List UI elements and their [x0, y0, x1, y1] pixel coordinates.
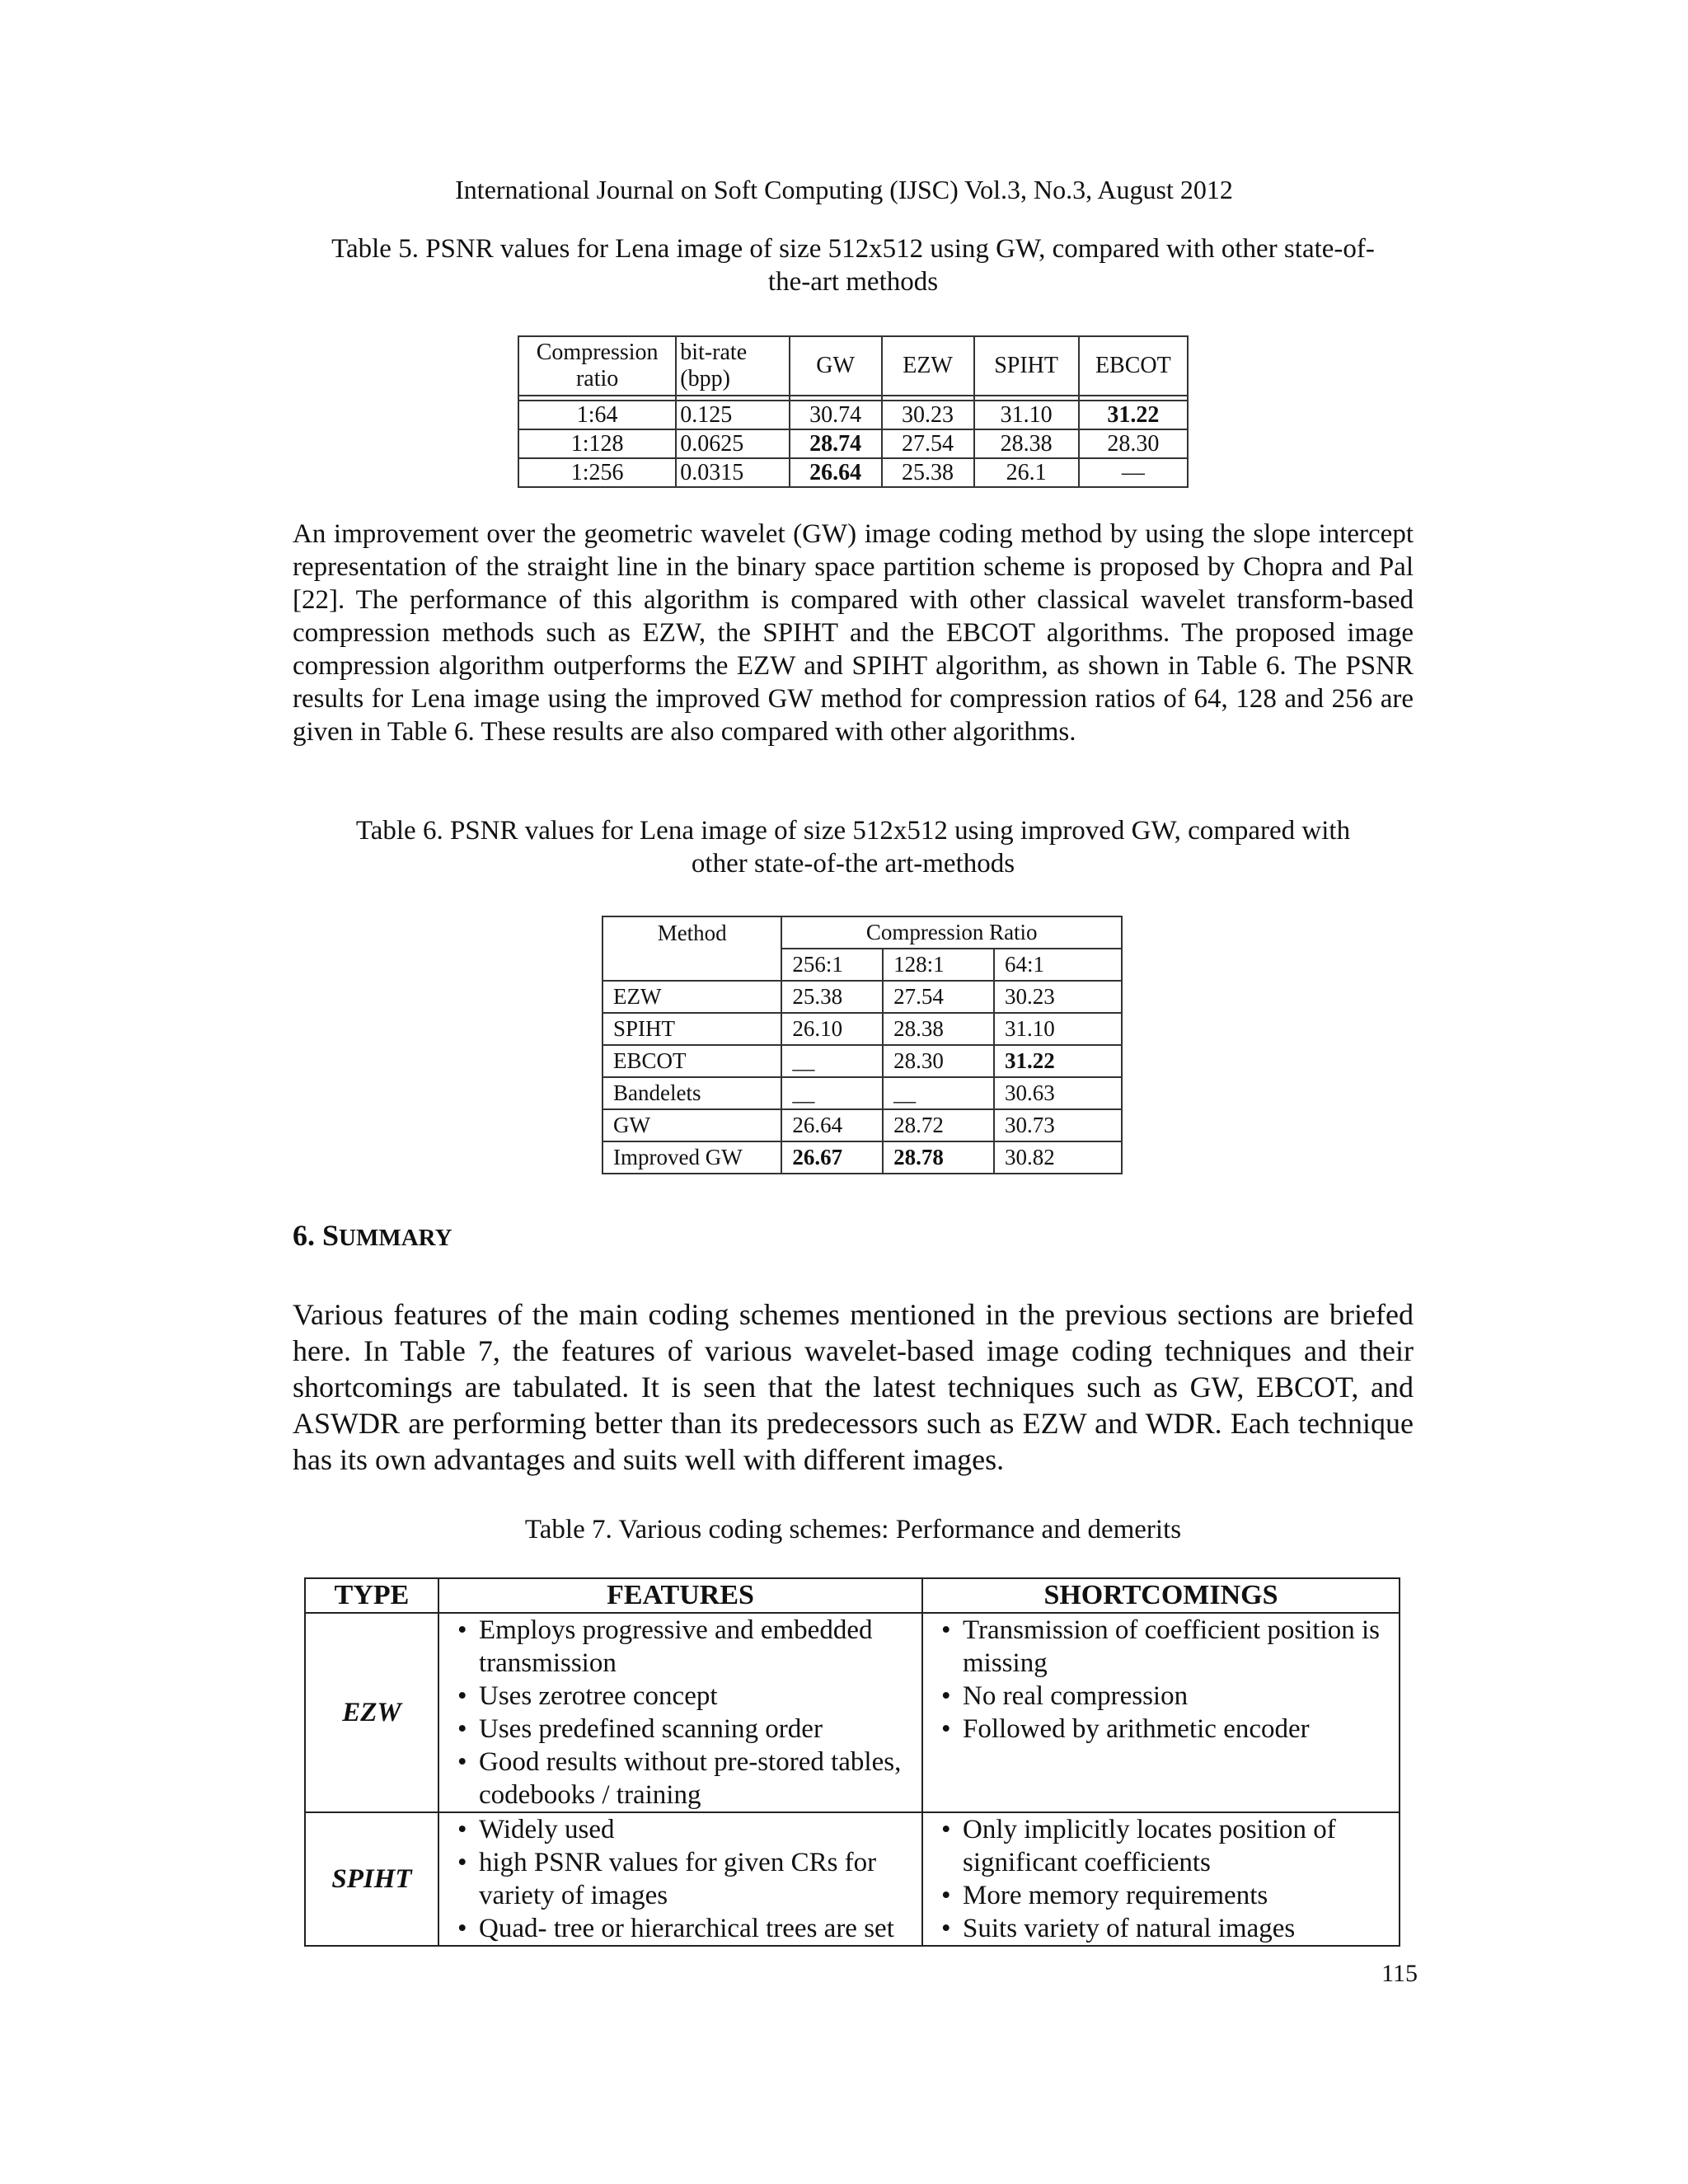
list-item: • Uses predefined scanning order: [446, 1713, 915, 1746]
table6-cell: 30.63: [994, 1077, 1122, 1109]
table6-cell: 31.22: [994, 1045, 1122, 1077]
table7-caption: Table 7. Various coding schemes: Performance and demerits: [524, 1515, 1182, 1544]
table5-cell: 25.38: [882, 458, 974, 487]
table5-row: [518, 429, 1188, 458]
table6-cell: 28.78: [883, 1141, 994, 1174]
table7-type-cell: EZW: [305, 1613, 438, 1812]
table5-caption: [293, 232, 1414, 298]
list-item: • Suits variety of natural images: [930, 1912, 1392, 1945]
table5-header-cell: bit-rate (bpp): [676, 336, 789, 396]
table6-header-row: [603, 916, 1122, 949]
table7-features-cell: [438, 1613, 922, 1812]
table5-cell: 27.54: [882, 429, 974, 458]
shortcomings-list: [930, 1614, 1392, 1746]
table5: [518, 335, 1189, 488]
list-item: • More memory requirements: [930, 1879, 1392, 1912]
table5-header-cell: SPIHT: [974, 336, 1079, 396]
table6-cell: EZW: [603, 981, 781, 1013]
shortcomings-list: [930, 1813, 1392, 1945]
table5-caption-line1: Table 5. PSNR values for Lena image of size 512x512 using GW, compared with other state-of-: [331, 234, 1375, 264]
page-number: 115: [1381, 1960, 1418, 1987]
table7-shortcomings-cell: [922, 1613, 1400, 1812]
table6-cell: 26.64: [781, 1109, 883, 1141]
table6-row: [603, 1141, 1122, 1174]
table5-cell: 26.64: [790, 458, 882, 487]
list-item: • Widely used: [446, 1813, 915, 1846]
table5-cell: 31.22: [1079, 401, 1188, 429]
table5-cell: 30.74: [790, 401, 882, 429]
table6-row: [603, 1077, 1122, 1109]
table6-subheader-cell: 64:1: [994, 949, 1122, 981]
table6: [602, 916, 1123, 1174]
table5-cell: 0.0315: [676, 458, 789, 487]
table7-header-features: FEATURES: [438, 1578, 922, 1613]
list-item: • No real compression: [930, 1680, 1392, 1713]
table6-cell: 25.38: [781, 981, 883, 1013]
table6-cell: EBCOT: [603, 1045, 781, 1077]
running-head: International Journal on Soft Computing (IJSC) Vol.3, No.3, August 2012: [455, 175, 1233, 204]
list-item: • Quad- tree or hierarchical trees are set: [446, 1912, 915, 1945]
table6-cell: Bandelets: [603, 1077, 781, 1109]
table7-shortcomings-cell: [922, 1812, 1400, 1946]
table6-group-header: Compression Ratio: [781, 916, 1122, 949]
table7-header-shortcomings: SHORTCOMINGS: [922, 1578, 1400, 1613]
table5-cell: 31.10: [974, 401, 1079, 429]
list-item: • Transmission of coefficient position is missing: [930, 1614, 1392, 1680]
table5-cell: 1:64: [518, 401, 676, 429]
section-heading-summary: [293, 1218, 452, 1253]
section-title-rest: UMMARY: [339, 1225, 452, 1251]
section-number: 6.: [293, 1219, 315, 1252]
table7-header-type: TYPE: [305, 1578, 438, 1613]
table5-cell: —: [1079, 458, 1188, 487]
table7-header-row: [305, 1578, 1400, 1613]
table6-row: [603, 1013, 1122, 1045]
table6-cell: Improved GW: [603, 1141, 781, 1174]
features-list: [446, 1813, 915, 1945]
table6-cell: 30.82: [994, 1141, 1122, 1174]
table7-row-ezw: [305, 1613, 1400, 1812]
list-item: • Followed by arithmetic encoder: [930, 1713, 1392, 1746]
table6-caption-line1: Table 6. PSNR values for Lena image of size 512x512 using improved GW, compared with: [355, 816, 1351, 846]
table6-cell: 28.38: [883, 1013, 994, 1045]
table5-header-cell: GW: [790, 336, 882, 396]
table5-caption-line2: the-art methods: [767, 267, 939, 297]
table6-subheader-cell: 128:1: [883, 949, 994, 981]
table5-cell: 28.30: [1079, 429, 1188, 458]
table6-method-header: Method: [603, 916, 781, 981]
table5-header-cell: EZW: [882, 336, 974, 396]
table5-cell: 28.74: [790, 429, 882, 458]
table6-cell: __: [781, 1077, 883, 1109]
table5-row: [518, 458, 1188, 487]
table5-cell: 26.1: [974, 458, 1079, 487]
table5-cell: 28.38: [974, 429, 1079, 458]
list-item: • Employs progressive and embedded transmission: [446, 1614, 915, 1680]
list-item: • Uses zerotree concept: [446, 1680, 915, 1713]
table6-row: [603, 1045, 1122, 1077]
table6-cell: 26.10: [781, 1013, 883, 1045]
table6-cell: 31.10: [994, 1013, 1122, 1045]
table6-cell: 30.73: [994, 1109, 1122, 1141]
table7: [304, 1577, 1400, 1947]
table5-cell: 0.125: [676, 401, 789, 429]
table6-cell: 30.23: [994, 981, 1122, 1013]
table6-cell: 26.67: [781, 1141, 883, 1174]
table6-row: [603, 1109, 1122, 1141]
table6-row: [603, 981, 1122, 1013]
features-list: [446, 1614, 915, 1811]
table5-header-row: [518, 336, 1188, 396]
table7-features-cell: [438, 1812, 922, 1946]
table7-row-spiht: [305, 1812, 1400, 1946]
table5-cell: 1:128: [518, 429, 676, 458]
table5-cell: 0.0625: [676, 429, 789, 458]
table6-cell: 28.30: [883, 1045, 994, 1077]
table6-cell: 28.72: [883, 1109, 994, 1141]
list-item: • high PSNR values for given CRs for variety of images: [446, 1846, 915, 1912]
table5-cell: 1:256: [518, 458, 676, 487]
list-item: • Good results without pre-stored tables, codebooks / training: [446, 1746, 915, 1811]
table5-header-cell: Compression ratio: [518, 336, 676, 396]
table5-header-cell: EBCOT: [1079, 336, 1188, 396]
table7-type-cell: SPIHT: [305, 1812, 438, 1946]
paragraph-gw-improvement: An improvement over the geometric wavelet (GW) image coding method by using the slope intercept representation of the straight line in the binary space partition scheme is proposed by Chopra and Pal [22]. The performance of this algorithm is compared with other classical wavelet transform-based compression methods such as EZW, the SPIHT and the EBCOT algorithms. The proposed image compression algorithm outperforms the EZW and SPIHT algorithm, as shown in Table 6. The PSNR results for Lena image using the improved GW method for compression ratios of 64, 128 and 256 are given in Table 6. These results are also compared with other algorithms.: [293, 519, 1414, 747]
table6-caption: [293, 814, 1414, 880]
table6-cell: SPIHT: [603, 1013, 781, 1045]
table6-cell: 27.54: [883, 981, 994, 1013]
table6-cell: GW: [603, 1109, 781, 1141]
table6-cell: __: [781, 1045, 883, 1077]
table6-subheader-cell: 256:1: [781, 949, 883, 981]
table5-row: [518, 401, 1188, 429]
paragraph-summary: Various features of the main coding schemes mentioned in the previous sections are briefed here. In Table 7, the features of various wavelet-based image coding techniques and their shortcomings are tabulated. It is seen that the latest techniques such as GW, EBCOT, and ASWDR are performing better than its predecessors such as EZW and WDR. Each technique has its own advantages and suits well with different images.: [293, 1298, 1414, 1476]
section-title-initial: S: [322, 1219, 340, 1252]
table6-caption-line2: other state-of-the art-methods: [691, 849, 1015, 879]
table6-cell: __: [883, 1077, 994, 1109]
list-item: • Only implicitly locates position of significant coefficients: [930, 1813, 1392, 1879]
table5-cell: 30.23: [882, 401, 974, 429]
